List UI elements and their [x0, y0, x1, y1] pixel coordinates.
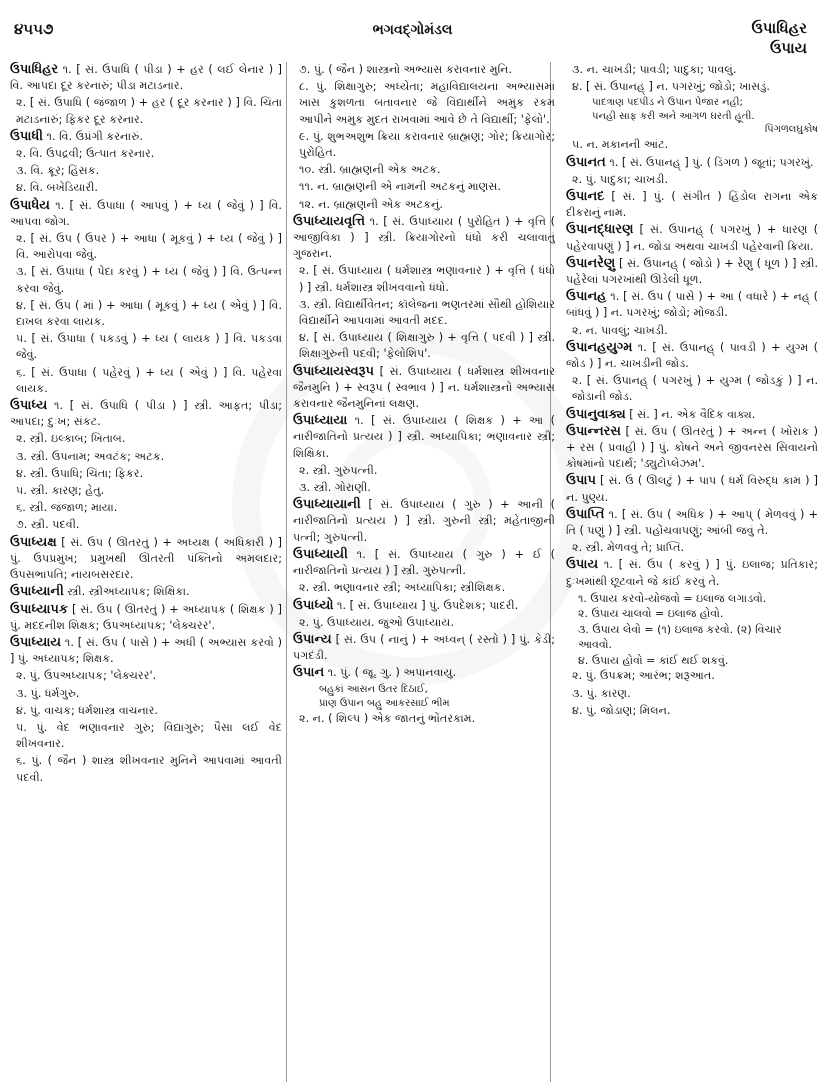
- sense-entry: ૨. [ સં. ઉપાધિ ( જંજાળ ) + હર ( દૂર કરનાર ) ] વિ. ચિંતા મટાડનારું; ફિકર દૂર કરનાર.: [16, 96, 282, 126]
- running-title: ભગવદ્ગોમંડલ: [372, 22, 453, 38]
- definition-text: ૧. [ સં. ઉપ ( કરવું ) ] પું. ઇલાજ; પ્રતિકાર; દુઃખમાંથી છૂટવાને જે કાંઈ કરવું તે.: [566, 558, 818, 588]
- headword: ઉપાનહયુગ્મ: [566, 339, 633, 355]
- definition-text: ૧. [ સં. ઉપ ( પાસે ) + અધી ( અભ્યાસ કરવો ) ] પું. અધ્યાપક; શિક્ષક.: [10, 635, 282, 666]
- dictionary-entry: [566, 507, 818, 539]
- idiom-example: ૧. ઉપાય કરવો-યોજવો = ઇલાજ લગાડવો.: [578, 591, 767, 605]
- sense-entry: ૩. સ્ત્રી. ઉપનામ; અવટંક; અટક.: [16, 449, 165, 463]
- definition-text: ૧. પું. ( જૂ. ગુ. ) અપાનવાયુ.: [324, 666, 457, 680]
- dictionary-entry: [566, 407, 818, 423]
- dictionary-entry: [566, 473, 818, 505]
- definition-text: [ સં. ] ન. એક વૈદિક વાક્ય.: [625, 407, 756, 421]
- definition-text: [ સં. ઉપાધ્યાય ( ધર્મશાસ્ત્ર શીખવનાર જૈનમુનિ ) + સ્વરૂપ ( સ્વભાવ ) ] ન. ધર્મશાસ્ત્રનો અભ્યાસ કરાવનાર જૈનમુનિનાં લક્ષણ.: [293, 364, 555, 411]
- sense-entry: ૨. સ્ત્રી. ગુરુપત્ની.: [299, 463, 378, 477]
- sense-entry: ૪. [ સં. ઉપાનહ્ ] ન. પગરખું; જોડો; ખાસડું.: [572, 80, 770, 94]
- sense-entry: ૨. [ સં. ઉપાધ્યાય ( ધર્મશાસ્ત્ર ભણાવનાર ) + વૃત્તિ ( ધંધો ) ] સ્ત્રી. ધર્મશાસ્ત્ર શીખવવાનો ધંધો.: [299, 264, 555, 294]
- dictionary-entry: [566, 424, 818, 473]
- headword: ઉપાનહ: [566, 289, 607, 305]
- sense-entry: ૨. ન. ( શિલ્પ ) એક જાતનું ભોંતરકામ.: [299, 711, 476, 725]
- sense-entry: ૩. પું. ધર્મગુરુ.: [16, 686, 80, 700]
- sense-entry: ૧૦. સ્ત્રી. બ્રાહ્મણની એક અટક.: [299, 163, 441, 177]
- sense-entry: ૨. ન. પાવલું; ચાખડી.: [572, 323, 668, 337]
- dictionary-entry: [293, 364, 555, 413]
- dictionary-entry: [10, 398, 282, 430]
- sense-entry: ૨. [ સં. ઉપાનહ્ ( પગરખું ) + યુગ્મ ( જોડકું ) ] ન. જોડાની જોડ.: [572, 374, 818, 404]
- definition-text: [ સં. ઉપ ( ઊતરતું ) + અધ્યાપક ( શિક્ષક ) ] પું. મદદનીશ શિક્ષક; ઉપઅધ્યાપક; 'લેક્ચરર'.: [10, 602, 282, 632]
- dictionary-entry: [10, 129, 282, 145]
- headword: ઉપાપ: [566, 473, 596, 489]
- dictionary-entry: [566, 155, 818, 171]
- sense-entry: ૪. [ સં. ઉપ ( માં ) + આધા ( મૂકવું ) + ધ્ય ( એવું ) ] વિ. દાખલ કરવા લાયક.: [16, 298, 282, 329]
- sense-entry: ૨. પું. ઉપાધ્યાય. જુઓ ઉપાધ્યાય.: [299, 615, 455, 629]
- headword: ઉપાનરેણુ: [566, 255, 616, 271]
- sense-entry: ૩. [ સં. ઉપાધા ( પેદા કરવું ) + ધ્ય ( જેવું ) ] વિ. ઉત્પન્ન કરવા જેવું.: [16, 265, 282, 295]
- dictionary-entry: [566, 557, 818, 589]
- definition-text: [ સં. ઉપાનહ્ ( જોડો ) + રેણુ ( ધૂળ ) ] સ્ત્રી. પહેરેલાં પગરખાંથી ઊડેલી ધૂળ.: [566, 256, 818, 287]
- headword: ઉપાધેય: [10, 197, 50, 213]
- sense-entry: ૬. [ સં. ઉપાધા ( પહેરવું ) + ધ્ય ( એવું ) ] વિ. પહેરવા લાયક.: [16, 365, 282, 395]
- headword: ઉપાધ્યાય: [10, 634, 62, 650]
- definition-text: [ સં. ઉપાધ્યાય ( ગુરુ ) + આની ( નારીજાતિનો પ્રત્યય ) ] સ્ત્રી. ગુરુની સ્ત્રી; મહેતાજીની પત્ની; ગુરુપત્ની.: [293, 498, 555, 544]
- column-1: [10, 62, 282, 1087]
- idiom-example: ૩. ઉપાય લેવો = (૧) ઇલાજ કરવો. (૨) વિચાર આવવો.: [578, 622, 782, 652]
- quotation-line: પનહી સાફ કરી અને આગળ ઘરતી હૂતી.: [592, 111, 755, 123]
- headword: ઉપાનદ્ધારણ: [566, 222, 634, 238]
- headword: ઉપાધ્યાયસ્વરૂપ: [293, 363, 374, 379]
- sense-entry: ૪. પું. વાચક; ધર્મશાસ્ત્ર વાચનાર.: [16, 703, 158, 717]
- sense-entry: ૪. [ સં. ઉપાધ્યાય ( શિક્ષાગુરુ ) + વૃત્તિ ( પદવી ) ] સ્ત્રી. શિક્ષાગુરુની પદવી; 'ફેલોશિપ'.: [299, 331, 555, 361]
- guide-word-top: ઉપાધિહર: [751, 19, 807, 37]
- dictionary-entry: [293, 497, 555, 546]
- sense-entry: ૭. પું. ( જૈન ) શાસ્ત્રનો અભ્યાસ કરાવનાર મુનિ.: [299, 63, 513, 76]
- sense-entry: ૨. પું. ઉપક્રમ; આરંભ; શરૂઆત.: [572, 669, 715, 683]
- definition-text: [ સં. ઉપ ( ઊતરતું ) + અધ્યક્ષ ( અધિકારી ) ] પું. ઉપપ્રમુખ; પ્રમુખથી ઊતરતી પંક્તિનો અમલદાર; ઉપસભાપતિ; નાયબસરદાર.: [10, 535, 282, 582]
- headword: ઉપાય: [566, 557, 599, 573]
- definition-text: ૧. [ સં. ઉપાધ્યાય ( પુરોહિત ) + વૃત્તિ ( આજીવિકા ) ] સ્ત્રી. ક્રિયાગોરનો ધંધો કરી ચલાવાતું ગુજરાન.: [293, 214, 555, 261]
- sense-entry: ૫. પું. વેદ ભણાવનાર ગુરુ; વિદ્યાગુરુ; પૈસા લઈ વેદ શીખવનાર.: [16, 720, 282, 751]
- definition-text: ૧. [ સં. ઉપાધ્યાય ] પું. ઉપદેશક; પાદરી.: [333, 598, 519, 612]
- sense-entry: ૧૨. ન. બ્રાહ્મણની એક અટકનું.: [299, 197, 443, 211]
- dictionary-entry: [10, 62, 282, 94]
- headword: ઉપાપ્તિ: [566, 506, 605, 522]
- sense-entry: ૩. ન. ચાખડી; પાવડી; પાદુકા; પાવલું.: [572, 63, 737, 76]
- headword: ઉપાન: [293, 665, 325, 681]
- dictionary-entry: [293, 665, 555, 681]
- dictionary-columns: [10, 62, 818, 1087]
- definition-text: ૧. [ સં. ઉપાનહ્ ] પું. ( ડિંગળ ) જૂતાં; પગરખું.: [605, 155, 814, 169]
- dictionary-entry: [10, 602, 282, 634]
- headword: ઉપાન્ય: [293, 631, 332, 647]
- sense-entry: ૨. [ સં. ઉપ ( ઉપર ) + આધા ( મૂકવું ) + ધ્ય ( જેવું ) ] વિ. આરોપવા જેવું.: [16, 232, 282, 262]
- definition-text: ૧. [ સં. ઉપાધ્યાય ( ગુરુ ) + ઈ ( નારીજાતિનો પ્રત્યય ) ] સ્ત્રી. ગુરુપત્ની.: [293, 547, 555, 578]
- dictionary-entry: [293, 547, 555, 579]
- dictionary-entry: [566, 340, 818, 372]
- quotation-line: પ્રાણ ઉપાન બહુ આકરસાઈ ભીમ: [319, 697, 450, 709]
- guide-words: [751, 18, 807, 58]
- headword: ઉપાધી: [10, 128, 43, 144]
- headword: ઉપાધ્યો: [293, 597, 334, 613]
- definition-text: ૧. વિ. ઉપ્રંગી કરનારું.: [42, 129, 143, 143]
- page-header: [0, 0, 825, 60]
- headword: ઉપાધ્યક્ષ: [10, 534, 57, 550]
- dictionary-entry: [10, 198, 282, 230]
- sense-entry: ૨. પું. પાદુકા; ચાખડી.: [572, 172, 669, 186]
- definition-text: [ સં. ઉપ ( ઊતરતું ) + અન્ન ( ખોરાક ) + રસ ( પ્રવાહી ) ] પું. કોષને અને જીવનરસ સિવાયનો કોષમાંનો પદાર્થ; 'ડ્યુટોપ્લેઝમ'.: [566, 424, 818, 471]
- dictionary-entry: [293, 632, 555, 664]
- definition-text: ૧. [ સં. ઉપાનહ્ ( પાવડી ) + યુગ્મ ( જોડ ) ] ન. ચાખડીની જોડ.: [566, 340, 818, 371]
- sense-entry: ૩. સ્ત્રી. વિદ્યાર્થીવેતન; કૉલેજના ભણતરમાં સૌથી હોશિયાર વિદ્યાર્થીને આપવામાં આવતી મદદ.: [299, 297, 555, 328]
- dictionary-entry: [10, 584, 282, 600]
- definition-text: ૧. [ સં. ઉપાધા ( આપવું ) + ધ્ય ( જેવું ) ] વિ. આપવા જોગ.: [10, 198, 282, 228]
- dictionary-entry: [566, 222, 818, 254]
- definition-text: ૧. [ સં. ઉપ ( પાસે ) + આ ( વધારે ) + નહ્ ( બાંધવું ) ] ન. પગરખું; જોડો; મોજડી.: [566, 290, 818, 320]
- sense-entry: ૨. સ્ત્રી. મેળવવું તે; પ્રાપ્તિ.: [572, 541, 685, 555]
- sense-entry: ૯. પું. શુભઅશુભ ક્રિયા કરાવનાર બ્રાહ્મણ; ગોર; ક્રિયાગોર; પુરોહિત.: [299, 129, 555, 160]
- page-number: ૪૫૫૭: [14, 20, 54, 38]
- dictionary-entry: [566, 289, 818, 321]
- quotation-line: બહુકાં આસન ઉતર દિઠાઈ,: [319, 683, 428, 695]
- sense-entry: ૪. વિ. બખેડિયારી.: [16, 181, 98, 195]
- headword: ઉપાધ્યાયાની: [293, 497, 361, 513]
- sense-entry: ૧૧. ન. બ્રાહ્મણની એ નામની અટકનું માણસ.: [299, 180, 501, 194]
- column-3: [566, 62, 818, 1087]
- sense-entry: ૨. પું. ઉપઅધ્યાપક; 'લેક્ચરર'.: [16, 669, 157, 683]
- sense-entry: ૩. સ્ત્રી. ગોરાણી.: [299, 481, 371, 495]
- sense-entry: ૮. પું. શિક્ષાગુરુ; અધ્યેતા; મહાવિદ્યાલયના અભ્યાસમાં ખાસ કુશળતા બતાવનાર જે વિદ્યાર્થીને અમુક રકમ આપીને અમુક મુદત રાખવામાં આવે છે તે વિદ્યાર્થી; 'ફેલો'.: [299, 80, 555, 126]
- dictionary-entry: [293, 214, 555, 263]
- headword: ઉપાધ્યાપક: [10, 601, 69, 617]
- idiom-example: ૪. ઉપાય હોવો = કાંઈ થઈ શકવું.: [578, 653, 729, 667]
- dictionary-entry: [566, 256, 818, 288]
- definition-text: [ સં. ઉ ( ઊલટું ) + પાપ ( ધર્મ વિરુદ્ધ કામ ) ] ન. પુણ્ય.: [566, 474, 818, 504]
- sense-entry: ૬. સ્ત્રી. જંજાળ; માયા.: [16, 501, 118, 515]
- sense-entry: ૫. [ સં. ઉપાધા ( પકડવું ) + ધ્ય ( લાયક ) ] વિ. પકડવા જેવું.: [16, 332, 282, 362]
- quotation-line: પાદત્રાણ પદપીડ ને ઉપાન પેજાર નહી;: [592, 97, 743, 109]
- sense-entry: ૩. પું. કારણ.: [572, 686, 631, 700]
- headword: ઉપાનુવાક્ય: [566, 406, 626, 422]
- sense-entry: ૪. સ્ત્રી. ઉપાધિ; ચિંતા; ફિકર.: [16, 466, 144, 480]
- sense-entry: ૬. પું. ( જૈન ) શાસ્ત્ર શીખવનાર મુનિને આપવામાં આવતી પદવી.: [16, 754, 282, 784]
- sense-entry: ૭. સ્ત્રી. પદવી.: [16, 518, 80, 532]
- definition-text: ૧. [ સં. ઉપાધિ ( પીડા ) + હર ( લઈ લેનાર ) ] વિ. આપદા દૂર કરનારું; પીડા મટાડનાર.: [10, 63, 282, 93]
- quotation-source: પિંગળલઘુકોષ: [764, 124, 818, 136]
- definition-text: ૧. [ સં. ઉપાધિ ( પીડા ) ] સ્ત્રી. આફત; પીડા; આપદા; દુઃખ; સંકટ.: [10, 399, 282, 429]
- idiom-example: ૨. ઉપાય ચાલવો = ઇલાજ હોવો.: [578, 607, 724, 621]
- guide-word-bottom: ઉપાય: [769, 39, 807, 57]
- column-2: [293, 62, 555, 1087]
- sense-entry: ૫. ન. મકાનની આંટ.: [572, 138, 669, 152]
- dictionary-entry: [293, 598, 555, 614]
- headword: ઉપાધ્યાયવૃત્તિ: [293, 213, 366, 229]
- headword: ઉપાધિહર: [10, 62, 59, 77]
- sense-entry: ૨. સ્ત્રી. ઇલ્કાબ; ખિતાબ.: [16, 432, 126, 446]
- dictionary-entry: [566, 189, 818, 221]
- sense-entry: ૨. વિ. ઉપદ્રવી; ઉત્પાત કરનાર.: [16, 147, 155, 161]
- headword: ઉપાધ્યાની: [10, 584, 64, 600]
- sense-entry: ૩. વિ. ક્રૂર; હિંસક.: [16, 164, 100, 178]
- sense-entry: ૪. પું. જોડાણ; મિલન.: [572, 703, 671, 717]
- definition-text: સ્ત્રી. સ્ત્રીઅધ્યાપક; શિક્ષિકા.: [63, 585, 190, 599]
- dictionary-entry: [293, 413, 555, 462]
- dictionary-entry: [10, 535, 282, 584]
- definition-text: [ સં. ઉપ ( નાનું ) + અધ્વન્ ( રસ્તો ) ] પું. કેડી; પગદંડી.: [293, 632, 555, 663]
- dictionary-entry: [10, 635, 282, 667]
- definition-text: ૧. [ સં. ઉપ ( અધિક ) + આપ્ ( મેળવવું ) + તિ ( પણું ) ] સ્ત્રી. પહોંચવાપણું; આંબી જવું તે.: [566, 507, 818, 538]
- headword: ઉપાનદ: [566, 189, 605, 205]
- headword: ઉપાનત: [566, 154, 606, 170]
- definition-text: [ સં. ઉપાનહ્ ( પગરખું ) + ધારણ ( પહેરવાપણું ) ] ન. જોડા અથવા ચાખડી પહેરવાની ક્રિયા.: [566, 223, 818, 253]
- definition-text: [ સં. ] પું. ( સંગીત ) હિંડોલ રાગના એક દીકરાનું નામ.: [566, 190, 818, 220]
- headword: ઉપાધ્યાયા: [293, 413, 348, 429]
- headword: ઉપાન્નરસ: [566, 423, 621, 439]
- headword: ઉપાધ્ય: [10, 398, 48, 414]
- definition-text: ૧. [ સં. ઉપાધ્યાય ( શિક્ષક ) + આ ( નારીજાતિનો પ્રત્યય ) ] સ્ત્રી. અધ્યાપિકા; ભણાવનાર સ્ત્રી; શિક્ષિકા.: [293, 414, 555, 460]
- sense-entry: ૨. સ્ત્રી. ભણાવનાર સ્ત્રી; અધ્યાપિકા; સ્ત્રીશિક્ષક.: [299, 581, 506, 595]
- headword: ઉપાધ્યાયી: [293, 546, 348, 562]
- sense-entry: ૫. સ્ત્રી. કારણ; હેતુ.: [16, 484, 105, 498]
